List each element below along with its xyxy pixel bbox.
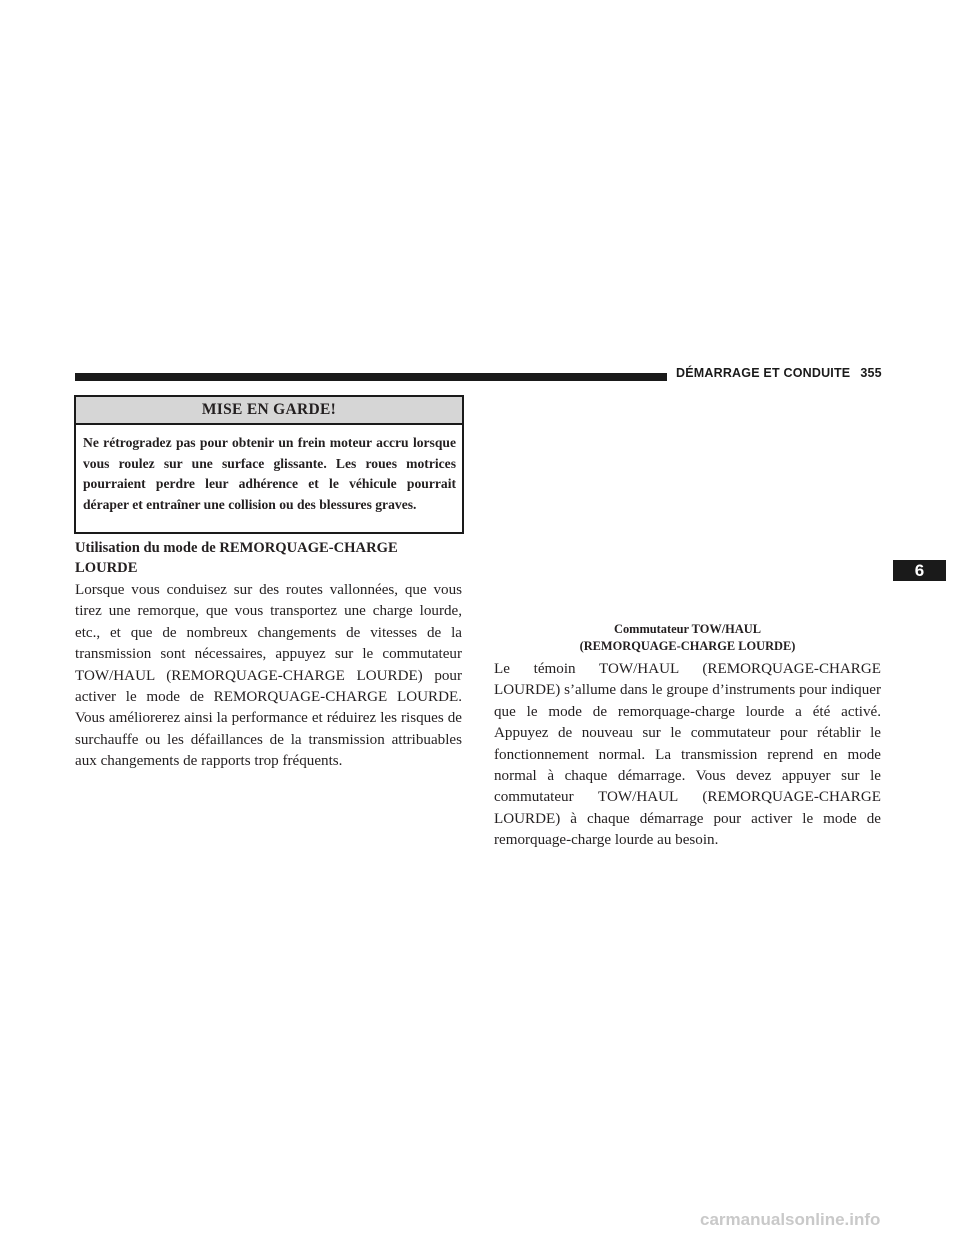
figure-caption-line1: Commutateur TOW/HAUL xyxy=(614,622,761,636)
warning-title: MISE EN GARDE! xyxy=(76,397,462,425)
header-rule xyxy=(75,373,667,381)
page-number: 355 xyxy=(860,366,882,380)
figure-caption xyxy=(494,621,881,655)
figure-caption-line2: (REMORQUAGE-CHARGE LOURDE) xyxy=(579,639,796,653)
running-header xyxy=(676,366,882,380)
section-title: DÉMARRAGE ET CONDUITE xyxy=(676,366,851,380)
watermark: carmanualsonline.info xyxy=(700,1210,881,1229)
warning-body: Ne rétrogradez pas pour obtenir un frein moteur accru lorsque vous roulez sur une surface glissante. Les roues motrices pourraient perdre leur adhérence et le véhicule pourrait déraper et entraîner une collision ou des blessures graves. xyxy=(83,435,456,512)
right-body: Le témoin TOW/HAUL (REMORQUAGE-CHARGE LOURDE) s’allume dans le groupe d’instruments pour indiquer que le mode de remorquage-charge lourde a été activé. Appuyez de nouveau sur le commutateur pour rétablir le fonctionnement normal. La transmission reprend en mode normal à chaque démarrage. Vous devez appuyer sur le commutateur TOW/HAUL (REMORQUAGE-CHARGE LOURDE) à chaque démarrage pour activer le mode de remorquage-charge lourde au besoin. xyxy=(494,661,881,849)
section-heading-line1: Utilisation du mode de REMORQUAGE-CHARGE xyxy=(75,540,398,556)
section-heading xyxy=(75,538,465,578)
section-body: Lorsque vous conduisez sur des routes vallonnées, que vous tirez une remorque, que vous transportez une charge lourde, etc., et que de nombreux changements de vitesses de la transmission sont nécessaires, appuyez sur le commutateur TOW/HAUL (REMORQUAGE-CHARGE LOURDE) pour activer le mode de REMORQUAGE-CHARGE LOURDE. Vous améliorerez ainsi la performance et réduirez les risques de surchauffe ou les défaillances de la transmission attribuables aux changements de rapports trop fréquents. xyxy=(75,582,462,770)
section-heading-line2: LOURDE xyxy=(75,560,138,576)
chapter-tab: 6 xyxy=(893,560,946,581)
warning-box xyxy=(74,395,464,534)
